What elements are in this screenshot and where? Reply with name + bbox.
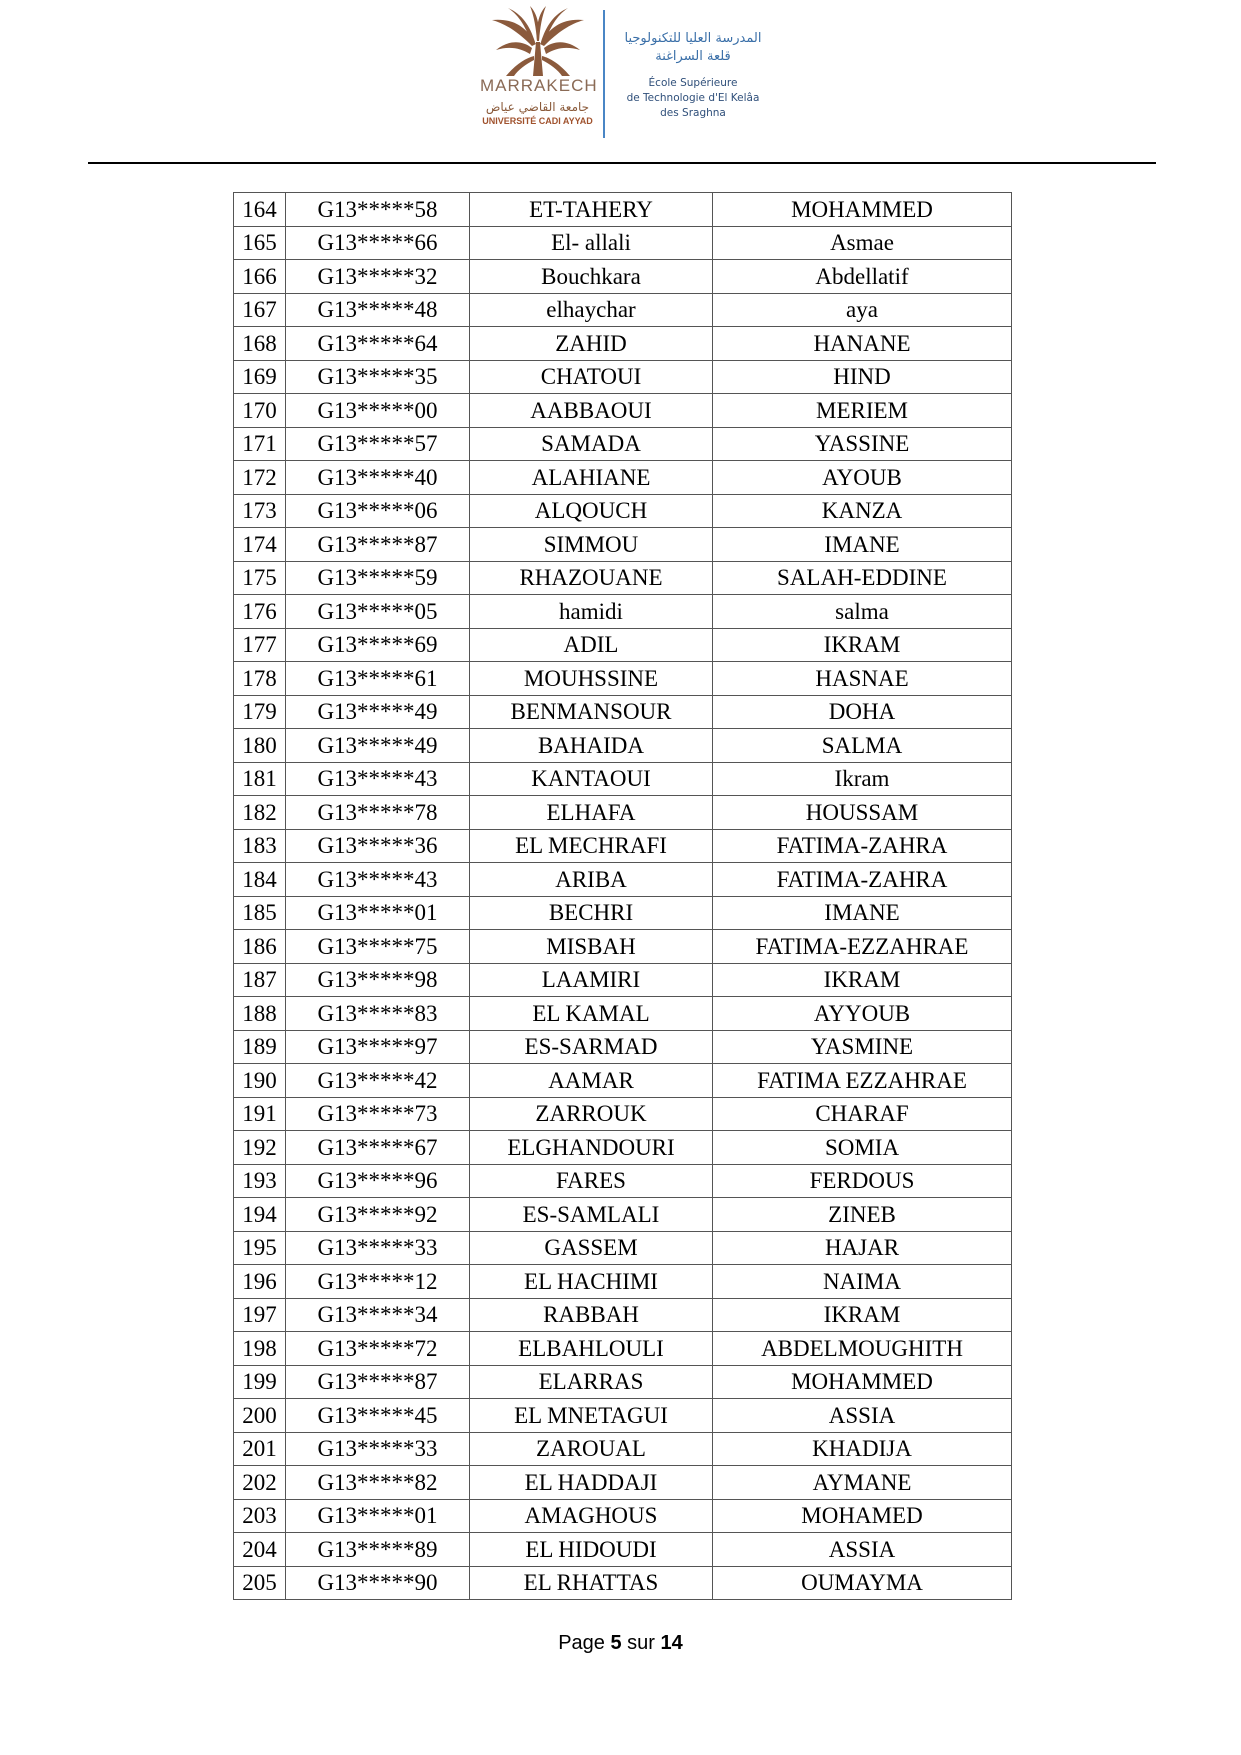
first-name-cell: IKRAM: [713, 1298, 1012, 1332]
last-name-cell: ZARROUK: [470, 1097, 713, 1131]
row-number-cell: 202: [234, 1466, 286, 1500]
first-name-cell: ASSIA: [713, 1533, 1012, 1567]
last-name-cell: CHATOUI: [470, 360, 713, 394]
row-number-cell: 192: [234, 1131, 286, 1165]
last-name-cell: KANTAOUI: [470, 762, 713, 796]
first-name-cell: YASMINE: [713, 1030, 1012, 1064]
table-row: [234, 1131, 1012, 1165]
last-name-cell: El- allali: [470, 226, 713, 260]
first-name-cell: CHARAF: [713, 1097, 1012, 1131]
row-number-cell: 193: [234, 1164, 286, 1198]
first-name-cell: aya: [713, 293, 1012, 327]
row-number-cell: 169: [234, 360, 286, 394]
table-row: [234, 427, 1012, 461]
last-name-cell: ALQOUCH: [470, 494, 713, 528]
first-name-cell: FATIMA-EZZAHRAE: [713, 930, 1012, 964]
first-name-cell: NAIMA: [713, 1265, 1012, 1299]
table-row: [234, 628, 1012, 662]
last-name-cell: ET-TAHERY: [470, 193, 713, 227]
university-name-french: UNIVERSITÉ CADI AYYAD: [482, 116, 593, 126]
row-number-cell: 185: [234, 896, 286, 930]
student-list-body: [234, 193, 1012, 1600]
row-number-cell: 173: [234, 494, 286, 528]
last-name-cell: BAHAIDA: [470, 729, 713, 763]
first-name-cell: HANANE: [713, 327, 1012, 361]
first-name-cell: HIND: [713, 360, 1012, 394]
school-name-french-line1: École Supérieure: [648, 77, 738, 89]
last-name-cell: FARES: [470, 1164, 713, 1198]
first-name-cell: AYMANE: [713, 1466, 1012, 1500]
student-code-cell: G13*****64: [286, 327, 470, 361]
student-list-table: [233, 192, 1012, 1600]
row-number-cell: 183: [234, 829, 286, 863]
last-name-cell: ARIBA: [470, 863, 713, 897]
table-row: [234, 1499, 1012, 1533]
last-name-cell: SAMADA: [470, 427, 713, 461]
last-name-cell: ALAHIANE: [470, 461, 713, 495]
last-name-cell: ELHAFA: [470, 796, 713, 830]
last-name-cell: EL HACHIMI: [470, 1265, 713, 1299]
student-code-cell: G13*****61: [286, 662, 470, 696]
table-row: [234, 1466, 1012, 1500]
table-row: [234, 1097, 1012, 1131]
first-name-cell: SALAH-EDDINE: [713, 561, 1012, 595]
first-name-cell: IKRAM: [713, 628, 1012, 662]
last-name-cell: AAMAR: [470, 1064, 713, 1098]
table-row: [234, 461, 1012, 495]
last-name-cell: MISBAH: [470, 930, 713, 964]
first-name-cell: FERDOUS: [713, 1164, 1012, 1198]
last-name-cell: BECHRI: [470, 896, 713, 930]
row-number-cell: 181: [234, 762, 286, 796]
last-name-cell: EL KAMAL: [470, 997, 713, 1031]
last-name-cell: ZAHID: [470, 327, 713, 361]
row-number-cell: 204: [234, 1533, 286, 1567]
student-code-cell: G13*****78: [286, 796, 470, 830]
student-code-cell: G13*****33: [286, 1231, 470, 1265]
first-name-cell: HOUSSAM: [713, 796, 1012, 830]
table-row: [234, 561, 1012, 595]
first-name-cell: IMANE: [713, 528, 1012, 562]
student-code-cell: G13*****98: [286, 963, 470, 997]
last-name-cell: AABBAOUI: [470, 394, 713, 428]
row-number-cell: 188: [234, 997, 286, 1031]
university-logo: [480, 6, 598, 141]
table-row: [234, 1030, 1012, 1064]
student-code-cell: G13*****48: [286, 293, 470, 327]
palm-emblem-icon: [486, 6, 590, 78]
page-separator: sur: [627, 1632, 655, 1654]
row-number-cell: 189: [234, 1030, 286, 1064]
row-number-cell: 172: [234, 461, 286, 495]
first-name-cell: salma: [713, 595, 1012, 629]
first-name-cell: IMANE: [713, 896, 1012, 930]
first-name-cell: KHADIJA: [713, 1432, 1012, 1466]
table-row: [234, 829, 1012, 863]
student-code-cell: G13*****49: [286, 729, 470, 763]
current-page-number: 5: [610, 1632, 622, 1654]
row-number-cell: 195: [234, 1231, 286, 1265]
student-code-cell: G13*****72: [286, 1332, 470, 1366]
table-row: [234, 729, 1012, 763]
last-name-cell: ELBAHLOULI: [470, 1332, 713, 1366]
first-name-cell: YASSINE: [713, 427, 1012, 461]
last-name-cell: LAAMIRI: [470, 963, 713, 997]
student-code-cell: G13*****49: [286, 695, 470, 729]
last-name-cell: EL MNETAGUI: [470, 1399, 713, 1433]
student-code-cell: G13*****87: [286, 1365, 470, 1399]
first-name-cell: SALMA: [713, 729, 1012, 763]
student-code-cell: G13*****97: [286, 1030, 470, 1064]
first-name-cell: FATIMA EZZAHRAE: [713, 1064, 1012, 1098]
last-name-cell: hamidi: [470, 595, 713, 629]
last-name-cell: ES-SAMLALI: [470, 1198, 713, 1232]
last-name-cell: SIMMOU: [470, 528, 713, 562]
table-row: [234, 1198, 1012, 1232]
student-code-cell: G13*****01: [286, 896, 470, 930]
table-row: [234, 997, 1012, 1031]
row-number-cell: 198: [234, 1332, 286, 1366]
row-number-cell: 179: [234, 695, 286, 729]
school-name-arabic-line2: قلعة السراغنة: [655, 49, 731, 64]
last-name-cell: Bouchkara: [470, 260, 713, 294]
row-number-cell: 184: [234, 863, 286, 897]
table-row: [234, 360, 1012, 394]
first-name-cell: ASSIA: [713, 1399, 1012, 1433]
student-code-cell: G13*****40: [286, 461, 470, 495]
last-name-cell: EL RHATTAS: [470, 1566, 713, 1600]
last-name-cell: EL HADDAJI: [470, 1466, 713, 1500]
table-row: [234, 327, 1012, 361]
student-code-cell: G13*****58: [286, 193, 470, 227]
student-code-cell: G13*****87: [286, 528, 470, 562]
last-name-cell: ELGHANDOURI: [470, 1131, 713, 1165]
student-code-cell: G13*****43: [286, 762, 470, 796]
student-code-cell: G13*****12: [286, 1265, 470, 1299]
student-code-cell: G13*****59: [286, 561, 470, 595]
student-code-cell: G13*****66: [286, 226, 470, 260]
first-name-cell: AYYOUB: [713, 997, 1012, 1031]
table-row: [234, 1164, 1012, 1198]
table-row: [234, 762, 1012, 796]
student-code-cell: G13*****32: [286, 260, 470, 294]
student-code-cell: G13*****01: [286, 1499, 470, 1533]
student-code-cell: G13*****83: [286, 997, 470, 1031]
row-number-cell: 174: [234, 528, 286, 562]
student-code-cell: G13*****06: [286, 494, 470, 528]
row-number-cell: 203: [234, 1499, 286, 1533]
first-name-cell: MOHAMMED: [713, 1365, 1012, 1399]
row-number-cell: 182: [234, 796, 286, 830]
row-number-cell: 186: [234, 930, 286, 964]
row-number-cell: 168: [234, 327, 286, 361]
row-number-cell: 171: [234, 427, 286, 461]
table-row: [234, 226, 1012, 260]
table-row: [234, 293, 1012, 327]
first-name-cell: MERIEM: [713, 394, 1012, 428]
row-number-cell: 205: [234, 1566, 286, 1600]
last-name-cell: elhaychar: [470, 293, 713, 327]
last-name-cell: GASSEM: [470, 1231, 713, 1265]
student-code-cell: G13*****82: [286, 1466, 470, 1500]
header-rule: [88, 162, 1156, 164]
student-code-cell: G13*****00: [286, 394, 470, 428]
university-name-arabic: جامعة القاضي عياض: [485, 100, 590, 114]
first-name-cell: FATIMA-ZAHRA: [713, 829, 1012, 863]
first-name-cell: Abdellatif: [713, 260, 1012, 294]
last-name-cell: EL HIDOUDI: [470, 1533, 713, 1567]
first-name-cell: SOMIA: [713, 1131, 1012, 1165]
row-number-cell: 170: [234, 394, 286, 428]
last-name-cell: RABBAH: [470, 1298, 713, 1332]
student-code-cell: G13*****92: [286, 1198, 470, 1232]
row-number-cell: 165: [234, 226, 286, 260]
table-row: [234, 1298, 1012, 1332]
first-name-cell: HASNAE: [713, 662, 1012, 696]
row-number-cell: 164: [234, 193, 286, 227]
student-code-cell: G13*****05: [286, 595, 470, 629]
student-code-cell: G13*****35: [286, 360, 470, 394]
table-row: [234, 963, 1012, 997]
student-code-cell: G13*****90: [286, 1566, 470, 1600]
student-code-cell: G13*****34: [286, 1298, 470, 1332]
first-name-cell: MOHAMED: [713, 1499, 1012, 1533]
table-row: [234, 863, 1012, 897]
logo-divider: [603, 10, 605, 138]
row-number-cell: 194: [234, 1198, 286, 1232]
table-row: [234, 1064, 1012, 1098]
table-row: [234, 1432, 1012, 1466]
row-number-cell: 201: [234, 1432, 286, 1466]
school-name-block: [608, 30, 778, 121]
row-number-cell: 196: [234, 1265, 286, 1299]
table-row: [234, 595, 1012, 629]
last-name-cell: ADIL: [470, 628, 713, 662]
page-label: Page: [558, 1632, 605, 1654]
student-code-cell: G13*****89: [286, 1533, 470, 1567]
last-name-cell: RHAZOUANE: [470, 561, 713, 595]
school-name-french-line3: des Sraghna: [660, 107, 726, 119]
row-number-cell: 200: [234, 1399, 286, 1433]
row-number-cell: 180: [234, 729, 286, 763]
first-name-cell: IKRAM: [713, 963, 1012, 997]
student-code-cell: G13*****96: [286, 1164, 470, 1198]
table-row: [234, 528, 1012, 562]
student-code-cell: G13*****73: [286, 1097, 470, 1131]
table-row: [234, 695, 1012, 729]
table-row: [234, 930, 1012, 964]
table-row: [234, 494, 1012, 528]
row-number-cell: 167: [234, 293, 286, 327]
last-name-cell: MOUHSSINE: [470, 662, 713, 696]
student-code-cell: G13*****75: [286, 930, 470, 964]
row-number-cell: 191: [234, 1097, 286, 1131]
table-row: [234, 1533, 1012, 1567]
page-footer: [0, 1632, 1241, 1655]
table-row: [234, 1265, 1012, 1299]
student-code-cell: G13*****33: [286, 1432, 470, 1466]
last-name-cell: BENMANSOUR: [470, 695, 713, 729]
row-number-cell: 166: [234, 260, 286, 294]
last-name-cell: ELARRAS: [470, 1365, 713, 1399]
row-number-cell: 190: [234, 1064, 286, 1098]
student-code-cell: G13*****69: [286, 628, 470, 662]
table-row: [234, 1231, 1012, 1265]
table-row: [234, 394, 1012, 428]
student-code-cell: G13*****42: [286, 1064, 470, 1098]
page-header: [0, 0, 1241, 160]
first-name-cell: ZINEB: [713, 1198, 1012, 1232]
table-row: [234, 1365, 1012, 1399]
school-name-arabic-line1: المدرسة العليا للتكنولوجيا: [624, 31, 762, 46]
student-code-cell: G13*****36: [286, 829, 470, 863]
first-name-cell: AYOUB: [713, 461, 1012, 495]
table-row: [234, 896, 1012, 930]
logo-city-name: MARRAKECH: [480, 76, 598, 95]
table-row: [234, 1399, 1012, 1433]
first-name-cell: Asmae: [713, 226, 1012, 260]
last-name-cell: ES-SARMAD: [470, 1030, 713, 1064]
first-name-cell: OUMAYMA: [713, 1566, 1012, 1600]
table-row: [234, 796, 1012, 830]
student-code-cell: G13*****67: [286, 1131, 470, 1165]
table-row: [234, 1566, 1012, 1600]
last-name-cell: ZAROUAL: [470, 1432, 713, 1466]
first-name-cell: Ikram: [713, 762, 1012, 796]
table-row: [234, 193, 1012, 227]
first-name-cell: ABDELMOUGHITH: [713, 1332, 1012, 1366]
row-number-cell: 187: [234, 963, 286, 997]
table-row: [234, 260, 1012, 294]
table-row: [234, 1332, 1012, 1366]
row-number-cell: 177: [234, 628, 286, 662]
total-page-count: 14: [660, 1632, 683, 1654]
first-name-cell: DOHA: [713, 695, 1012, 729]
first-name-cell: MOHAMMED: [713, 193, 1012, 227]
last-name-cell: AMAGHOUS: [470, 1499, 713, 1533]
last-name-cell: EL MECHRAFI: [470, 829, 713, 863]
row-number-cell: 175: [234, 561, 286, 595]
table-row: [234, 662, 1012, 696]
student-code-cell: G13*****45: [286, 1399, 470, 1433]
student-code-cell: G13*****57: [286, 427, 470, 461]
row-number-cell: 176: [234, 595, 286, 629]
school-name-french-line2: de Technologie d'El Kelâa: [626, 92, 760, 104]
first-name-cell: HAJAR: [713, 1231, 1012, 1265]
row-number-cell: 197: [234, 1298, 286, 1332]
first-name-cell: KANZA: [713, 494, 1012, 528]
row-number-cell: 199: [234, 1365, 286, 1399]
student-code-cell: G13*****43: [286, 863, 470, 897]
first-name-cell: FATIMA-ZAHRA: [713, 863, 1012, 897]
row-number-cell: 178: [234, 662, 286, 696]
